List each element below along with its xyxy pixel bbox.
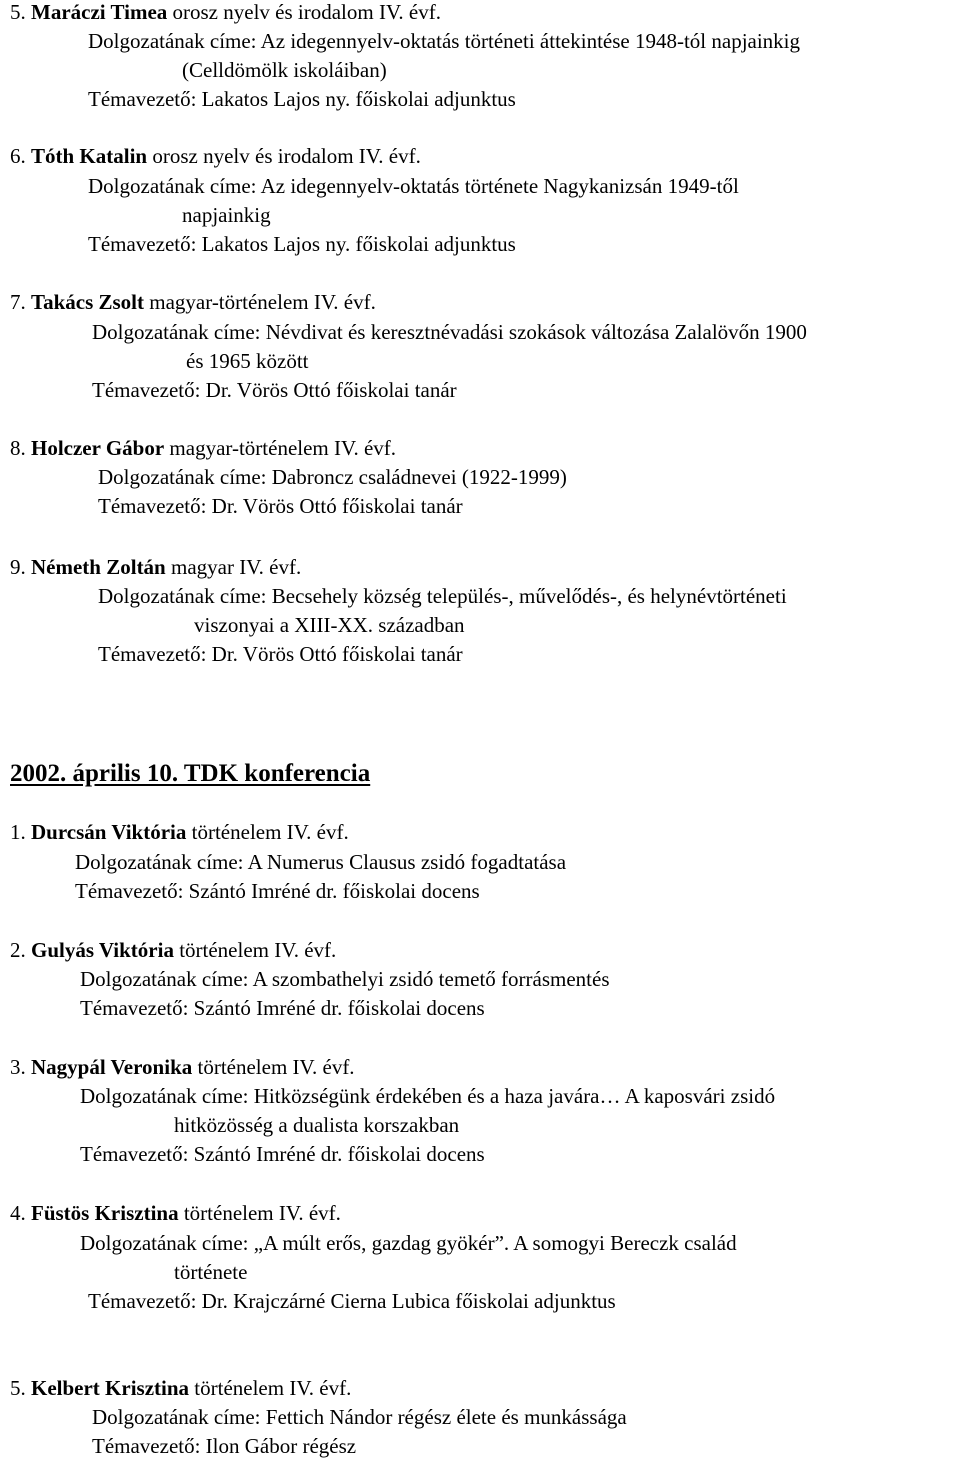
supervisor-line: Témavezető: Szántó Imréné dr. főiskolai docens xyxy=(80,1142,485,1166)
supervisor-line: Témavezető: Dr. Krajczárné Cierna Lubica főiskolai adjunktus xyxy=(88,1289,616,1313)
entry-number: 4. xyxy=(10,1201,26,1225)
student-course: magyar-történelem IV. évf. xyxy=(149,290,376,314)
student-course: történelem IV. évf. xyxy=(183,1201,341,1225)
supervisor-line: Témavezető: Dr. Vörös Ottó főiskolai tanár xyxy=(98,642,463,666)
supervisor-line: Témavezető: Szántó Imréné dr. főiskolai docens xyxy=(80,996,485,1020)
entry-number: 7. xyxy=(10,290,26,314)
entry-heading xyxy=(10,1055,355,1079)
entry-number: 1. xyxy=(10,820,26,844)
entry-heading xyxy=(10,1201,341,1225)
student-name: Tóth Katalin xyxy=(31,144,148,168)
student-name: Durcsán Viktória xyxy=(31,820,187,844)
thesis-title-line: hitközösség a dualista korszakban xyxy=(174,1113,460,1137)
student-course: történelem IV. évf. xyxy=(194,1376,352,1400)
student-name: Takács Zsolt xyxy=(31,290,145,314)
student-name: Füstös Krisztina xyxy=(31,1201,179,1225)
thesis-title-line: története xyxy=(174,1260,248,1284)
entry-number: 6. xyxy=(10,144,26,168)
student-course: orosz nyelv és irodalom IV. évf. xyxy=(152,144,421,168)
student-name: Nagypál Veronika xyxy=(31,1055,193,1079)
supervisor-line: Témavezető: Lakatos Lajos ny. főiskolai adjunktus xyxy=(88,232,516,256)
supervisor-line: Témavezető: Dr. Vörös Ottó főiskolai tanár xyxy=(98,494,463,518)
student-name: Maráczi Timea xyxy=(31,0,168,24)
supervisor-line: Témavezető: Lakatos Lajos ny. főiskolai adjunktus xyxy=(88,87,516,111)
entry-heading xyxy=(10,555,301,579)
thesis-title-line: Dolgozatának címe: Becsehely község település-, művelődés-, és helynévtörténeti xyxy=(98,584,787,608)
entry-heading xyxy=(10,436,396,460)
entry-heading xyxy=(10,144,421,168)
student-course: történelem IV. évf. xyxy=(191,820,349,844)
thesis-title-line: Dolgozatának címe: Fettich Nándor régész élete és munkássága xyxy=(92,1405,627,1429)
thesis-title-line: Dolgozatának címe: A szombathelyi zsidó temető forrásmentés xyxy=(80,967,610,991)
student-name: Gulyás Viktória xyxy=(31,938,174,962)
entry-number: 3. xyxy=(10,1055,26,1079)
entry-heading xyxy=(10,1376,351,1400)
entry-number: 5. xyxy=(10,1376,26,1400)
student-course: történelem IV. évf. xyxy=(179,938,337,962)
entry-number: 8. xyxy=(10,436,26,460)
entry-number: 5. xyxy=(10,0,26,24)
supervisor-line: Témavezető: Dr. Vörös Ottó főiskolai tanár xyxy=(92,378,457,402)
student-name: Németh Zoltán xyxy=(31,555,166,579)
thesis-title-line: Dolgozatának címe: Névdivat és keresztnévadási szokások változása Zalalövőn 1900 xyxy=(92,320,807,344)
thesis-title-line: Dolgozatának címe: „A múlt erős, gazdag gyökér”. A somogyi Bereczk család xyxy=(80,1231,737,1255)
entry-heading xyxy=(10,820,349,844)
thesis-title-line: viszonyai a XIII-XX. században xyxy=(194,613,465,637)
thesis-title-line: Dolgozatának címe: Az idegennyelv-oktatás története Nagykanizsán 1949-től xyxy=(88,174,739,198)
entry-heading xyxy=(10,0,441,24)
thesis-title-line: (Celldömölk iskoláiban) xyxy=(182,58,387,82)
entry-heading xyxy=(10,290,376,314)
thesis-title-line: napjainkig xyxy=(182,203,271,227)
supervisor-line: Témavezető: Szántó Imréné dr. főiskolai docens xyxy=(75,879,480,903)
entry-heading xyxy=(10,938,336,962)
student-course: történelem IV. évf. xyxy=(197,1055,355,1079)
thesis-title-line: és 1965 között xyxy=(186,349,309,373)
student-course: orosz nyelv és irodalom IV. évf. xyxy=(172,0,441,24)
conference-heading: 2002. április 10. TDK konferencia xyxy=(10,760,371,787)
thesis-title-line: Dolgozatának címe: Dabroncz családnevei (1922-1999) xyxy=(98,465,567,489)
student-course: magyar IV. évf. xyxy=(171,555,302,579)
student-name: Holczer Gábor xyxy=(31,436,165,460)
thesis-title-line: Dolgozatának címe: A Numerus Clausus zsidó fogadtatása xyxy=(75,850,567,874)
thesis-title-line: Dolgozatának címe: Az idegennyelv-oktatás történeti áttekintése 1948-tól napjainkig xyxy=(88,29,801,53)
entry-number: 2. xyxy=(10,938,26,962)
student-name: Kelbert Krisztina xyxy=(31,1376,190,1400)
supervisor-line: Témavezető: Ilon Gábor régész xyxy=(92,1434,357,1458)
thesis-title-line: Dolgozatának címe: Hitközségünk érdekében és a haza javára… A kaposvári zsidó xyxy=(80,1084,776,1108)
student-course: magyar-történelem IV. évf. xyxy=(169,436,397,460)
entry-number: 9. xyxy=(10,555,26,579)
